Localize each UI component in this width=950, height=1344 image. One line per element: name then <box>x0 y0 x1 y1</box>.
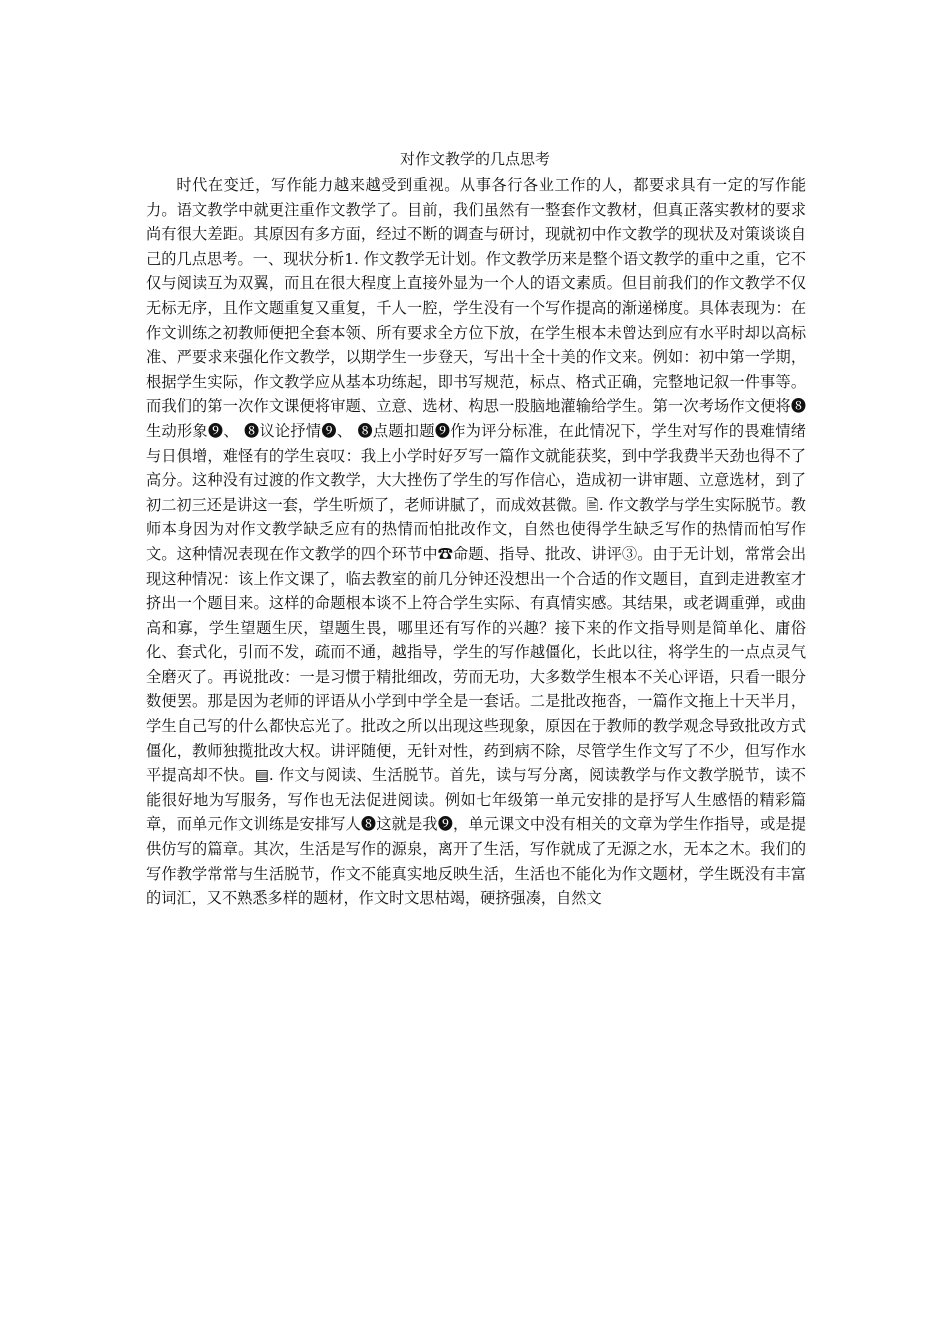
document-body: 时代在变迁，写作能力越来越受到重视。从事各行各业工作的人，都要求具有一定的写作能力。语文教学中就更注重作文教学了。目前，我们虽然有一整套作文教材，但真正落实教材的要求尚有很大差距。其原因有多方面，经过不断的调查与研讨，现就初中作文教学的现状及对策谈谈自己的几点思考。一、现状分析1. 作文教学无计划。作文教学历来是整个语文教学的重中之重，它不仅与阅读互为双翼，而且在很大程度上直接外显为一个人的语文素质。但目前我们的作文教学不仅无标无序，且作文题重复又重复，千人一腔，学生没有一个写作提高的渐递梯度。具体表现为：在作文训练之初教师便把全套本领、所有要求全方位下放，在学生根本未曾达到应有水平时却以高标准、严要求来强化作文教学，以期学生一步登天，写出十全十美的作文来。例如：初中第一学期，根据学生实际，作文教学应从基本功练起，即书写规范，标点、格式正确，完整地记叙一件事等。而我们的第一次作文课便将审题、立意、选材、构思一股脑地灌输给学生。第一次考场作文便将❽生动形象❾、 ❽议论抒情❾、 ❽点题扣题❾作为评分标准，在此情况下，学生对写作的畏难情绪与日俱增，难怪有的学生哀叹：我上小学时好歹写一篇作文就能获奖，到中学我费半天劲也得不了高分。这种没有过渡的作文教学，大大挫伤了学生的写作信心，造成初一讲审题、立意选材，到了初二初三还是讲这一套，学生听烦了，老师讲腻了，而成效甚微。🖹. 作文教学与学生实际脱节。教师本身因为对作文教学缺乏应有的热情而怕批改作文，自然也使得学生缺乏写作的热情而怕写作文。这种情况表现在作文教学的四个环节中☎命题、指导、批改、讲评➂。由于无计划，常常会出现这种情况：该上作文课了，临去教室的前几分钟还没想出一个合适的作文题目，直到走进教室才挤出一个题目来。这样的命题根本谈不上符合学生实际、有真情实感。其结果，或老调重弹，或曲高和寡，学生望题生厌，望题生畏，哪里还有写作的兴趣？接下来的作文指导则是简单化、庸俗化、套式化，引而不发，疏而不通，越指导，学生的写作越僵化，长此以往，将学生的一点点灵气全磨灭了。再说批改：一是习惯于精批细改，劳而无功，大多数学生根本不关心评语，只看一眼分数便罢。那是因为老师的评语从小学到中学全是一套话。二是批改拖沓，一篇作文拖上十天半月，学生自己写的什么都快忘光了。批改之所以出现这些现象，原因在于教师的教学观念导致批改方式僵化，教师独揽批改大权。讲评随便，无针对性，药到病不除，尽管学生作文写了不少，但写作水平提高却不快。▤. 作文与阅读、生活脱节。首先，读与写分离，阅读教学与作文教学脱节，读不能很好地为写服务，写作也无法促进阅读。例如七年级第一单元安排的是抒写人生感悟的精彩篇章，而单元作文训练是安排写人❽这就是我❾，单元课文中没有相关的文章为学生作指导，或是提供仿写的篇章。其次，生活是写作的源泉，离开了生活，写作就成了无源之水，无本之木。我们的写作教学常常与生活脱节，作文不能真实地反映生活，生活也不能化为作文题材，学生既没有丰富的词汇，又不熟悉多样的题材，作文时文思枯竭，硬挤强凑，自然文 <box>146 176 806 908</box>
document-title: 对作文教学的几点思考 <box>399 150 550 168</box>
